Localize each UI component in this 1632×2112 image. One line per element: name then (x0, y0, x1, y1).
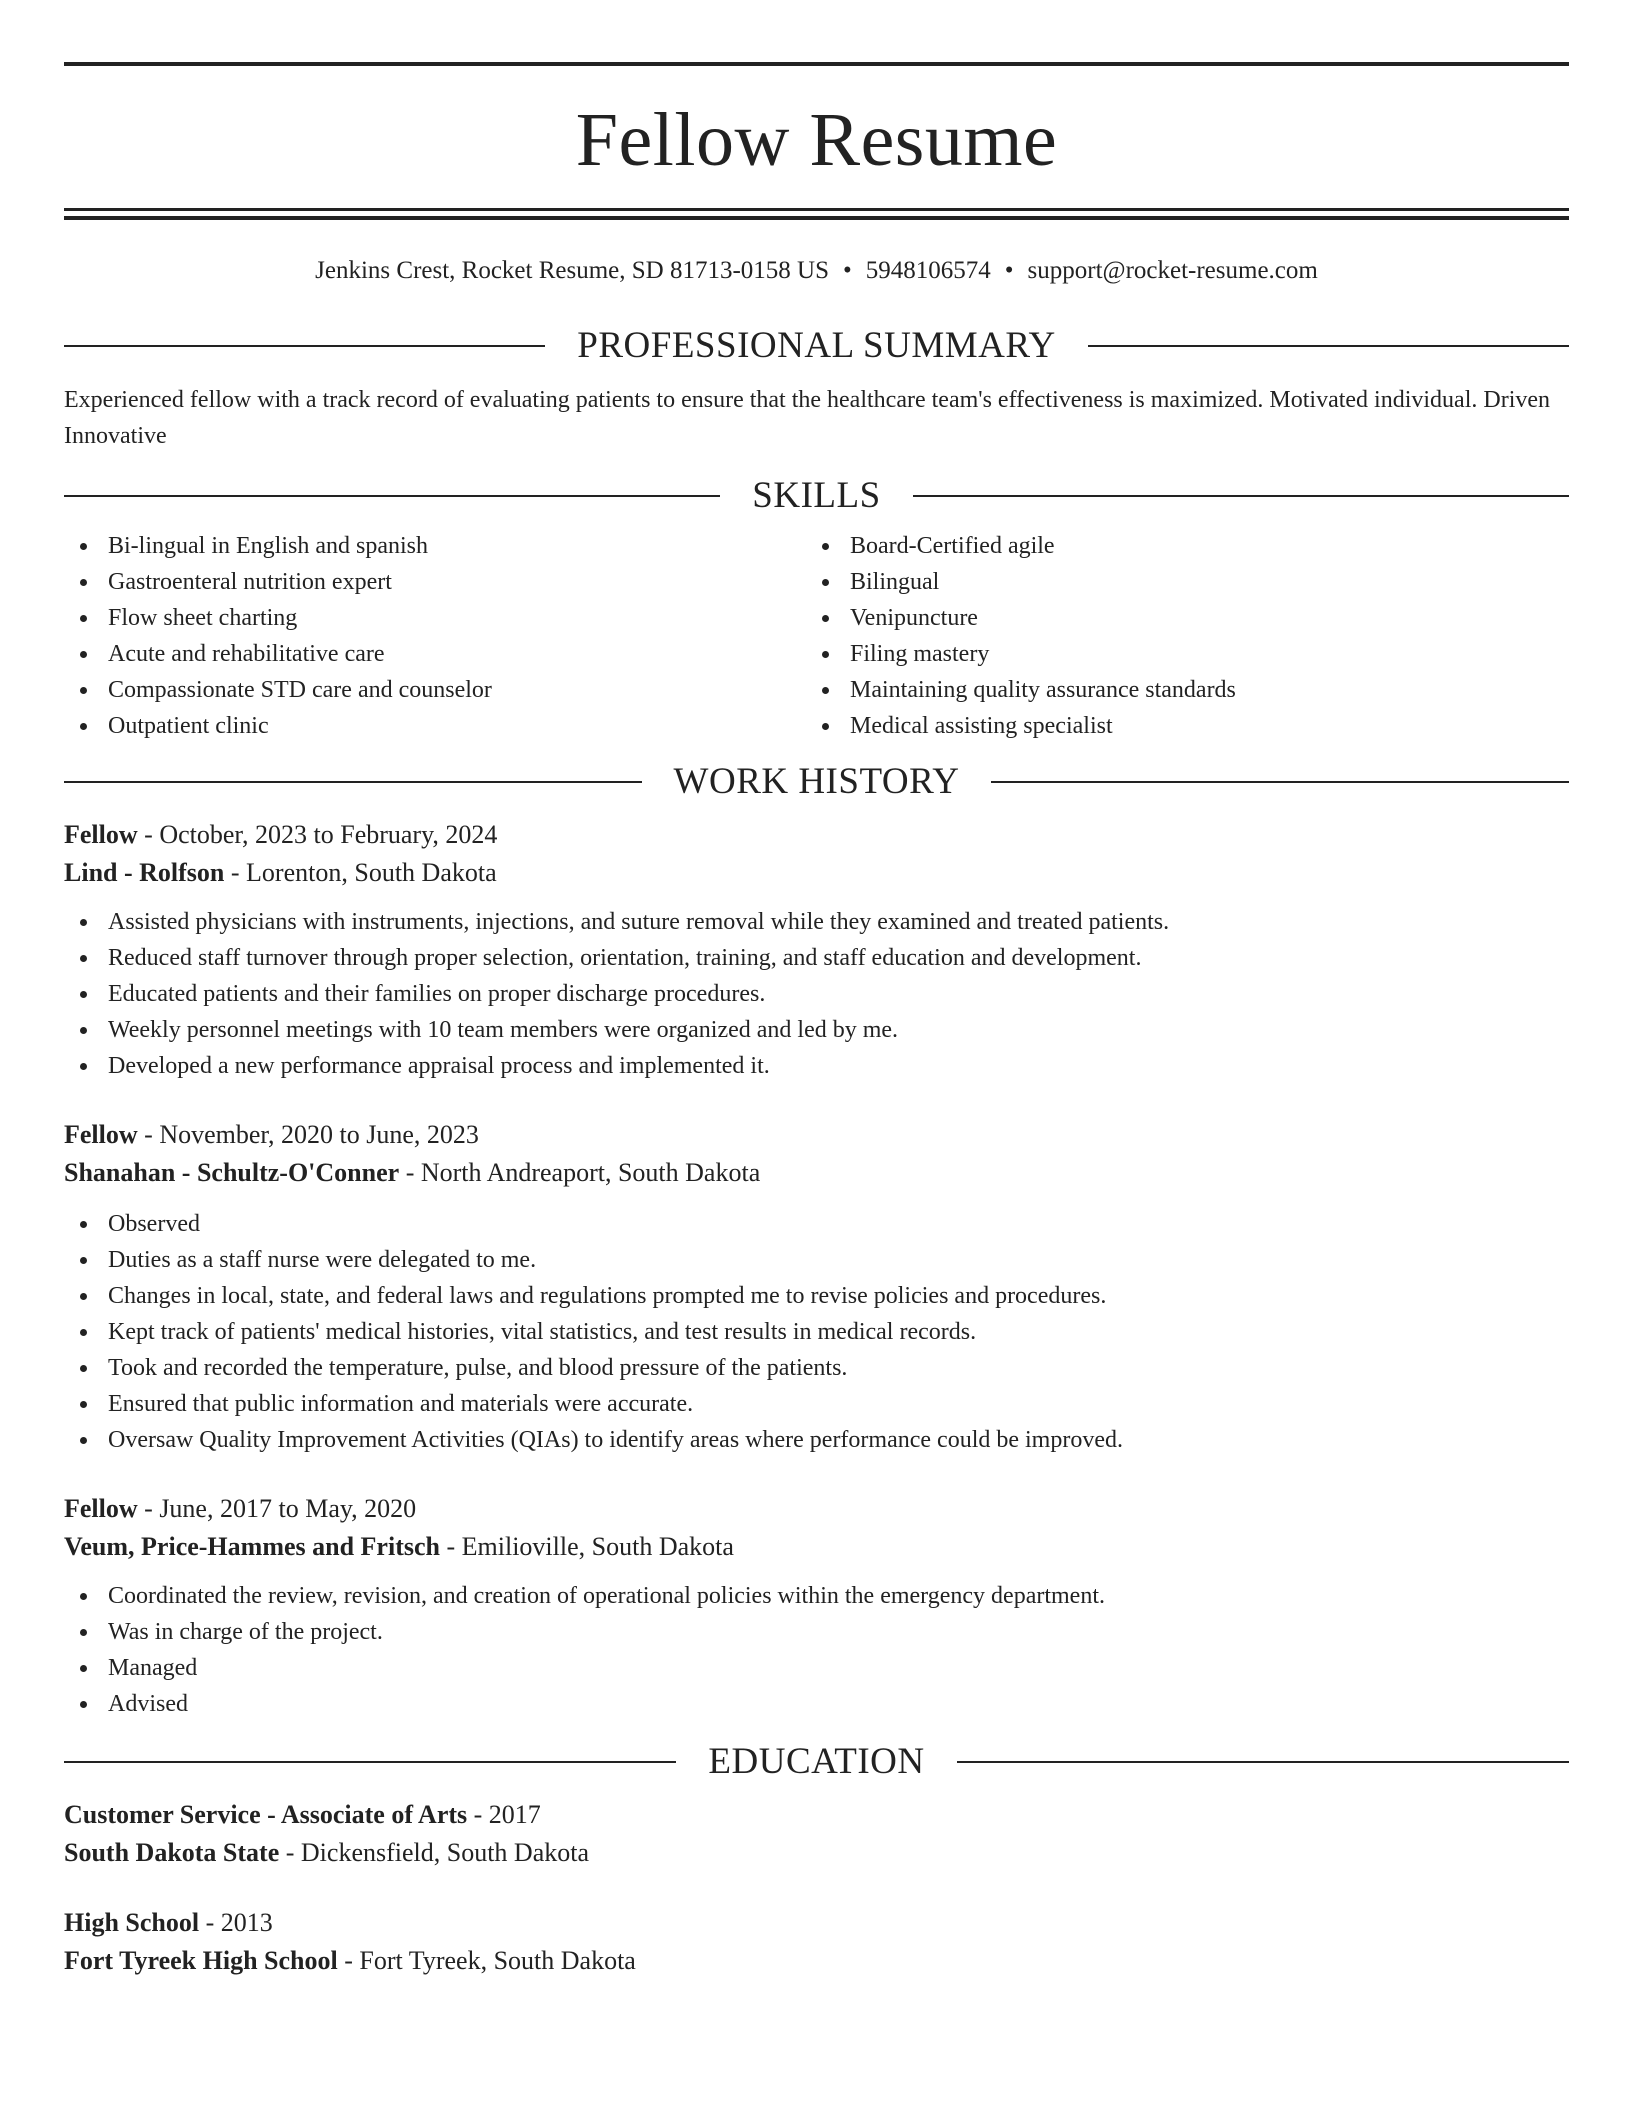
job-title: Fellow (64, 820, 138, 849)
job-company: Lind - Rolfson (64, 858, 225, 887)
education-degree: High School (64, 1908, 200, 1937)
education-school: South Dakota State (64, 1838, 280, 1867)
job-company-row (64, 1528, 1569, 1566)
skill-item: Venipuncture (806, 600, 1548, 636)
section-rule (1088, 345, 1569, 347)
skill-item: Outpatient clinic (64, 708, 806, 744)
job-bullet: Kept track of patients' medical histories, vital statistics, and test results in medical records. (64, 1314, 1569, 1350)
section-rule (64, 781, 642, 783)
job-bullet: Duties as a staff nurse were delegated to me. (64, 1242, 1569, 1278)
section-rule (957, 1761, 1569, 1763)
job-dates: - October, 2023 to February, 2024 (137, 820, 498, 849)
skill-item: Board-Certified agile (806, 528, 1548, 564)
job-title: Fellow (64, 1494, 138, 1523)
job-company-row (64, 854, 1569, 892)
skills-grid (64, 528, 1569, 744)
section-title: PROFESSIONAL SUMMARY (577, 325, 1056, 366)
education-degree-row (64, 1904, 1569, 1942)
skill-item: Bi-lingual in English and spanish (64, 528, 806, 564)
job-dates: - June, 2017 to May, 2020 (137, 1494, 417, 1523)
skill-item: Bilingual (806, 564, 1548, 600)
skill-item: Maintaining quality assurance standards (806, 672, 1548, 708)
education-entry (64, 1796, 1569, 1872)
job-bullet: Managed (64, 1650, 1569, 1686)
job-title-row (64, 1116, 1569, 1154)
job-bullet: Educated patients and their families on proper discharge procedures. (64, 976, 1569, 1012)
job-bullets (64, 904, 1569, 1084)
summary-text: Experienced fellow with a track record of evaluating patients to ensure that the healthcare team's effectiveness is maximized. Motivated individual. Driven Innovative (64, 387, 1551, 449)
job-entry (64, 816, 1569, 1084)
job-bullet: Oversaw Quality Improvement Activities (QIAs) to identify areas where performance could be improved. (64, 1422, 1569, 1458)
job-entry (64, 1490, 1569, 1722)
job-title-row (64, 816, 1569, 854)
education-school-row (64, 1834, 1569, 1872)
skill-item: Acute and rehabilitative care (64, 636, 806, 672)
section-header-summary (64, 324, 1569, 368)
job-bullet: Ensured that public information and materials were accurate. (64, 1386, 1569, 1422)
job-location: - North Andreaport, South Dakota (399, 1158, 761, 1187)
job-bullet: Weekly personnel meetings with 10 team members were organized and led by me. (64, 1012, 1569, 1048)
skills-left-list (64, 528, 806, 744)
section-header-skills (64, 474, 1569, 518)
contact-separator: • (1004, 257, 1014, 284)
job-bullet: Was in charge of the project. (64, 1614, 1569, 1650)
section-rule (64, 345, 545, 347)
education-degree: Customer Service - Associate of Arts (64, 1800, 468, 1829)
education-degree-row (64, 1796, 1569, 1834)
job-entry (64, 1116, 1569, 1458)
job-bullet: Changes in local, state, and federal laws and regulations prompted me to revise policies and procedures. (64, 1278, 1569, 1314)
job-location: - Emilioville, South Dakota (439, 1532, 734, 1561)
contact-phone: 5948106574 (865, 257, 991, 284)
job-bullet: Developed a new performance appraisal process and implemented it. (64, 1048, 1569, 1084)
job-dates: - November, 2020 to June, 2023 (137, 1120, 479, 1149)
section-title: EDUCATION (708, 1741, 925, 1782)
skill-item: Gastroenteral nutrition expert (64, 564, 806, 600)
section-rule (64, 495, 720, 497)
resume-page (64, 62, 1569, 1980)
skill-item: Compassionate STD care and counselor (64, 672, 806, 708)
contact-address: Jenkins Crest, Rocket Resume, SD 81713-0158 US (315, 257, 830, 284)
skills-right-list (806, 528, 1548, 744)
job-title: Fellow (64, 1120, 138, 1149)
job-bullet: Observed (64, 1206, 1569, 1242)
job-bullets (64, 1578, 1569, 1722)
job-company-row (64, 1154, 1569, 1192)
job-bullets (64, 1206, 1569, 1458)
job-company: Shanahan - Schultz-O'Conner (64, 1158, 400, 1187)
title-double-rule (64, 208, 1569, 220)
education-location: - Fort Tyreek, South Dakota (337, 1946, 636, 1975)
job-bullet: Reduced staff turnover through proper selection, orientation, training, and staff education and development. (64, 940, 1569, 976)
contact-line (64, 256, 1569, 286)
section-rule (913, 495, 1569, 497)
section-title: WORK HISTORY (673, 761, 960, 802)
job-location: - Lorenton, South Dakota (224, 858, 497, 887)
section-title: SKILLS (752, 475, 881, 516)
education-school-row (64, 1942, 1569, 1980)
education-year: - 2017 (467, 1800, 541, 1829)
skill-item: Filing mastery (806, 636, 1548, 672)
contact-email: support@rocket-resume.com (1027, 257, 1318, 284)
contact-separator: • (843, 257, 852, 284)
education-entry (64, 1904, 1569, 1980)
education-location: - Dickensfield, South Dakota (279, 1838, 590, 1867)
education-school: Fort Tyreek High School (64, 1946, 338, 1975)
section-rule (991, 781, 1569, 783)
top-rule (64, 62, 1569, 66)
education-year: - 2013 (199, 1908, 273, 1937)
resume-title: Fellow Resume (575, 98, 1058, 182)
skill-item: Medical assisting specialist (806, 708, 1548, 744)
job-bullet: Assisted physicians with instruments, injections, and suture removal while they examined and treated patients. (64, 904, 1569, 940)
section-header-work (64, 760, 1569, 804)
job-bullet: Took and recorded the temperature, pulse, and blood pressure of the patients. (64, 1350, 1569, 1386)
section-header-education (64, 1740, 1569, 1784)
job-company: Veum, Price-Hammes and Fritsch (64, 1532, 440, 1561)
section-rule (64, 1761, 676, 1763)
skill-item: Flow sheet charting (64, 600, 806, 636)
job-bullet: Coordinated the review, revision, and creation of operational policies within the emergency department. (64, 1578, 1569, 1614)
job-title-row (64, 1490, 1569, 1528)
job-bullet: Advised (64, 1686, 1569, 1722)
